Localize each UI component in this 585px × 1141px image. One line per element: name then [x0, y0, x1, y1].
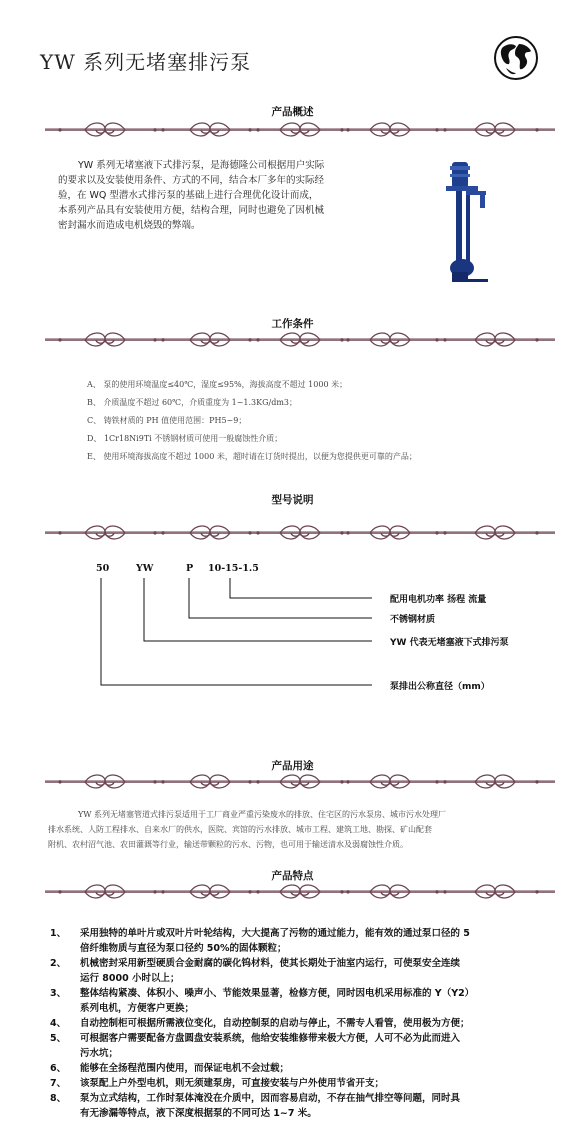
- condition-item: A、 泵的使用环境温度≤40℃，湿度≤95%，海拔高度不超过 1000 米；: [87, 380, 348, 389]
- features-heading: 产品特点: [271, 870, 314, 882]
- feature-number: 4、: [50, 1018, 67, 1029]
- usage-heading: 产品用途: [271, 760, 314, 772]
- feature-line: 自动控制柜可根据所需液位变化，自动控制泵的启动与停止，不需专人看管，使用极为方便；: [80, 1018, 470, 1029]
- condition-item: C、 铸铁材质的 PH 值使用范围：PH5~9；: [87, 416, 247, 425]
- usage-line: YW 系列无堵塞管道式排污泵适用于工厂商业严重污染废水的排放、住宅区的污水泵房、城市污水处理厂: [78, 810, 447, 819]
- feature-number: 1、: [50, 928, 67, 939]
- overview-line: YW 系列无堵塞液下式排污泵，是海德隆公司根据用户实际: [78, 160, 325, 171]
- feature-line: 该泵配上户外型电机，则无须建泵房，可直接安装与户外使用节省开支；: [80, 1078, 385, 1089]
- feature-line: 有无渗漏等特点，液下深度根据泵的不同可达 1~7 米。: [80, 1108, 317, 1119]
- model-code-series: YW: [136, 563, 154, 574]
- overview-line: 密封漏水而造成电机烧毁的弊端。: [58, 220, 201, 231]
- feature-line: 机械密封采用新型硬质合金耐腐的碳化钨材料，使其长期处于油室内运行，可使泵安全连续: [80, 958, 461, 969]
- feature-line: 能够在全扬程范围内使用，而保证电机不会过载；: [80, 1063, 290, 1074]
- usage-line: 排水系统、人防工程排水、自来水厂的供水，医院、宾馆的污水排放、城市工程、建筑工地、勘探、矿山配套: [48, 825, 432, 834]
- feature-line: 采用独特的单叶片或双叶片叶轮结构，大大提高了污物的通过能力，能有效的通过泵口径的 5: [80, 928, 470, 939]
- model-code-diameter: 50: [96, 563, 110, 574]
- overview-line: 验，在 WQ 型潜水式排污泵的基础上进行合理优化设计而成，: [58, 190, 319, 201]
- model-code-params: 10-15-1.5: [208, 563, 259, 574]
- usage-line: 附机、农村沼气池、农田灌溉等行业，输送带颗粒的污水、污物，也可用于输送清水及弱腐蚀性介质。: [48, 840, 408, 849]
- overview-heading: 产品概述: [271, 106, 314, 118]
- feature-number: 7、: [50, 1078, 67, 1089]
- page-title: YW 系列无堵塞排污泵: [40, 50, 252, 74]
- feature-number: 5、: [50, 1033, 67, 1044]
- model-label-material: 不锈钢材质: [390, 615, 436, 625]
- model-label-series: YW 代表无堵塞液下式排污泵: [390, 638, 509, 648]
- model-label-params: 配用电机功率 扬程 流量: [390, 595, 487, 605]
- overview-line: 的要求以及安装使用条件、方式的不同，结合本厂多年的实际经: [58, 175, 325, 186]
- condition-item: D、 1Cr18Ni9Ti 不锈钢材质可使用一般腐蚀性介质；: [87, 434, 283, 443]
- ornament-divider: [45, 882, 555, 902]
- feature-line: 污水坑；: [80, 1048, 119, 1059]
- feature-line: 运行 8000 小时以上；: [80, 973, 180, 984]
- ornament-divider: [45, 772, 555, 792]
- model-heading: 型号说明: [271, 494, 314, 506]
- conditions-heading: 工作条件: [271, 318, 314, 330]
- model-label-diameter: 泵排出公称直径（mm）: [390, 682, 490, 692]
- feature-number: 6、: [50, 1063, 67, 1074]
- feature-line: 倍纤维物质与直径为泵口径约 50%的固体颗粒；: [80, 943, 287, 954]
- overview-line: 本系列产品具有安装使用方便，结构合理，同时也避免了因机械: [58, 205, 325, 216]
- usage-text: [48, 807, 548, 852]
- condition-item: B、 介质温度不超过 60℃，介质重度为 1~1.3KG/dm3；: [87, 398, 298, 407]
- feature-line: 可根据客户需要配备方盘圆盘安装系统，他给安装维修带来极大方便，人可不必为此而进入: [80, 1033, 461, 1044]
- feature-line: 整体结构紧凑、体积小、噪声小、节能效果显著，检修方便，同时因电机采用标准的 Y（Y2）: [80, 988, 475, 999]
- condition-item: E、 使用环境海拔高度不超过 1000 米，超时请在订货时提出，以便为您提供更可靠的产品；: [87, 452, 417, 461]
- feature-number: 3、: [50, 988, 67, 999]
- feature-number: 2、: [50, 958, 67, 969]
- feature-number: 8、: [50, 1093, 67, 1104]
- feature-line: 泵为立式结构，工作时泵体淹没在介质中，因而容易启动，不存在抽气排空等问题，同时具: [80, 1093, 461, 1104]
- model-code-material: P: [186, 563, 194, 574]
- feature-line: 系列电机，方便客户更换；: [80, 1003, 195, 1014]
